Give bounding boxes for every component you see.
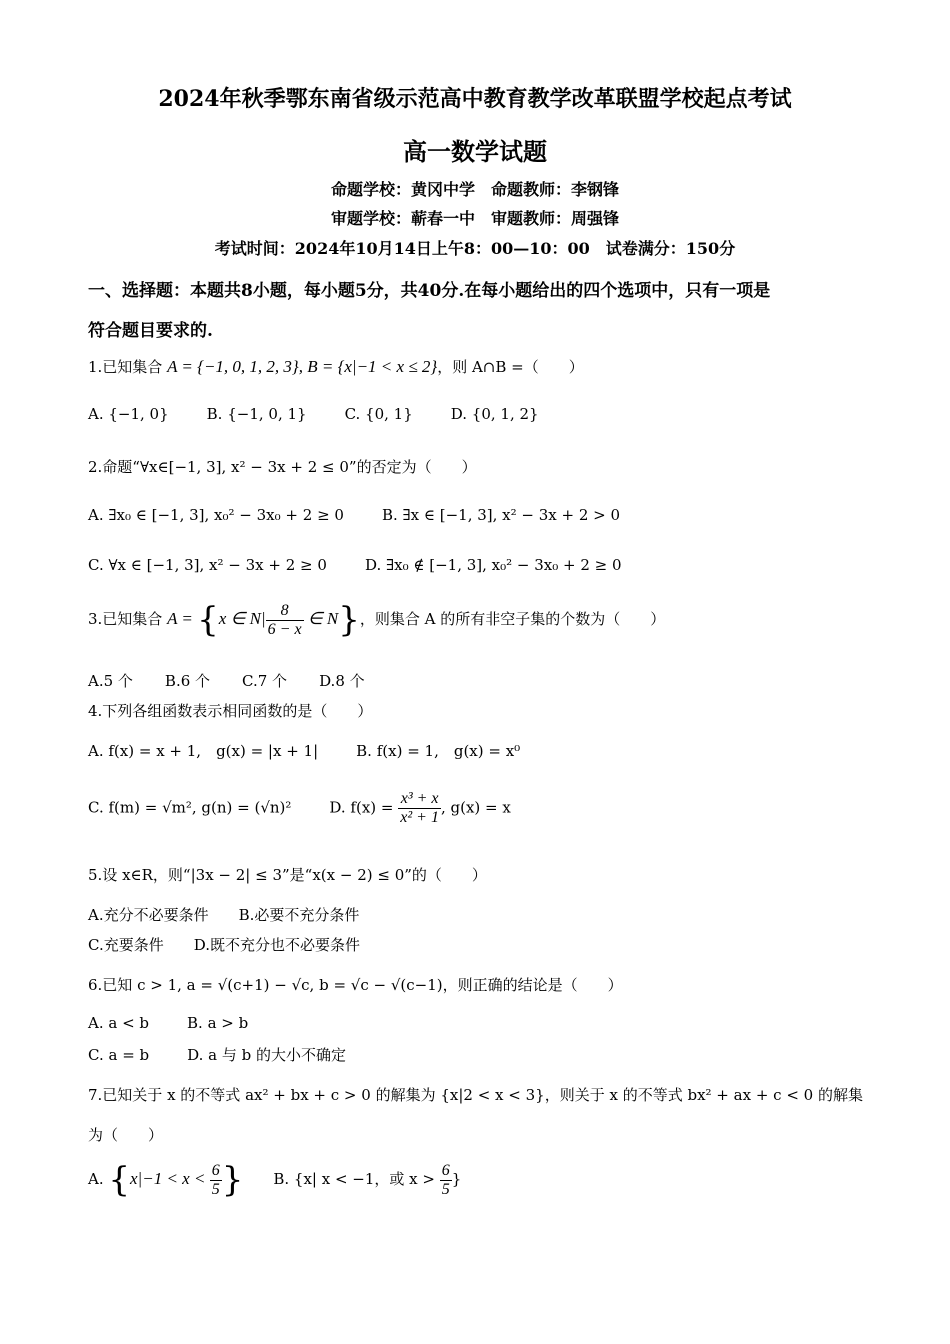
brace-open: {: [197, 600, 219, 640]
question-7-options: [88, 1160, 461, 1200]
author-line: 命题学校：黄冈中学 命题教师：李钢锋: [330, 180, 619, 199]
question-3-options: [88, 670, 365, 691]
question-5-stem: 5.设 x∈R，则“|3x − 2| ≤ 3”是“x(x − 2) ≤ 0”的（ ）: [88, 866, 487, 884]
section-heading: 一、选择题：本题共8小题，每小题5分，共40分.在每小题给出的四个选项中，只有一项是: [88, 281, 771, 301]
q7-option-a-fraction: [210, 1162, 222, 1199]
question-1-options: [88, 405, 539, 423]
q3-set-inner: x ∈ N|: [218, 609, 266, 628]
q7-option-b-post: }: [451, 1170, 462, 1188]
question-2-options-row2: [88, 556, 622, 574]
q1-math: A = {−1, 0, 1, 2, 3}, B = {x|−1 < x ≤ 2}: [167, 357, 438, 376]
question-4-stem: 4.下列各组函数表示相同函数的是（ ）: [88, 702, 373, 720]
q1-pre: 1.已知集合: [88, 358, 168, 376]
brace-close: }: [338, 600, 360, 640]
q4-option-d-num: x³ + x: [398, 790, 441, 809]
question-6-options-row1: [88, 1014, 248, 1032]
q6-option-d: D. a 与 b 的大小不确定: [187, 1046, 347, 1064]
question-5-options-row1: [88, 904, 359, 925]
question-5-options-row2: [88, 934, 360, 955]
q2-option-c: C. ∀x ∈ [−1, 3], x² − 3x + 2 ≥ 0: [88, 556, 327, 574]
q7-option-a-num: 6: [211, 1161, 220, 1179]
q3-fraction-num: 8: [266, 602, 304, 621]
q3-option-a: A.5 个: [88, 672, 133, 690]
q2-option-d: D. ∃x₀ ∉ [−1, 3], x₀² − 3x₀ + 2 ≥ 0: [364, 556, 622, 574]
question-3-stem: [88, 600, 665, 640]
q3-set-left: A =: [167, 609, 198, 628]
q6-option-c: C. a = b: [88, 1046, 150, 1064]
q7-brace-open: {: [108, 1160, 131, 1200]
q5-option-b: B.必要不充分条件: [238, 906, 360, 924]
question-7-stem-cont: 为（ ）: [88, 1126, 164, 1144]
q7-brace-close: }: [221, 1160, 244, 1200]
question-1-stem: [88, 356, 584, 377]
question-7-stem: 7.已知关于 x 的不等式 ax² + bx + c > 0 的解集为 {x|2 < x < 3}，则关于 x 的不等式 bx² + ax + c < 0 的解集: [88, 1086, 863, 1104]
q7-option-b-den: 5: [441, 1180, 450, 1198]
q4-option-d-post: , g(x) = x: [440, 798, 511, 817]
q4-option-d-den: x² + 1: [400, 809, 439, 826]
q4-option-a: A. f(x) = x + 1, g(x) = |x + 1|: [88, 742, 319, 760]
q3-option-d: D.8 个: [319, 672, 365, 690]
exam-title: 2024年秋季鄂东南省级示范高中教育教学改革联盟学校起点考试: [158, 86, 792, 112]
question-2-options-row1: [88, 506, 620, 524]
q1-option-d: D. {0, 1, 2}: [450, 405, 539, 423]
q1-option-b: B. {−1, 0, 1}: [206, 405, 307, 423]
exam-subtitle: 高一数学试题: [403, 137, 547, 166]
q6-option-a: A. a < b: [88, 1014, 150, 1032]
q1-post: ，则 A∩B =（ ）: [437, 358, 584, 376]
q3-post: ，则集合 A 的所有非空子集的个数为（ ）: [359, 610, 666, 628]
q5-option-d: D.既不充分也不必要条件: [193, 936, 360, 954]
q5-option-a: A.充分不必要条件: [88, 906, 209, 924]
q6-option-b: B. a > b: [187, 1014, 249, 1032]
q2-option-a: A. ∃x₀ ∈ [−1, 3], x₀² − 3x₀ + 2 ≥ 0: [88, 506, 344, 524]
exam-info: 考试时间：2024年10月14日上午8：00—10：00 试卷满分：150分: [214, 239, 736, 258]
q7-option-a-pre: A.: [88, 1170, 109, 1188]
q7-option-b-pre: B. {x| x < −1，或 x >: [273, 1170, 440, 1188]
q7-option-a-inner: x|−1 < x <: [130, 1169, 210, 1188]
question-2-stem: 2.命题“∀x∈[−1, 3], x² − 3x + 2 ≤ 0”的否定为（ ）: [88, 458, 477, 476]
q3-set-right: ∈ N: [303, 609, 339, 628]
question-4-options-row1: [88, 740, 520, 761]
q5-option-c: C.充要条件: [88, 936, 164, 954]
q1-option-c: C. {0, 1}: [344, 405, 413, 423]
q7-option-b-num: 6: [441, 1161, 450, 1179]
q3-fraction: [266, 602, 304, 639]
q4-option-c: C. f(m) = √m², g(n) = (√n)²: [88, 798, 292, 817]
q3-pre: 3.已知集合: [88, 610, 168, 628]
question-4-options-row2: [88, 790, 511, 827]
q4-option-d-pre: D. f(x) =: [329, 798, 399, 817]
question-6-options-row2: [88, 1044, 346, 1065]
q3-option-b: B.6 个: [164, 672, 211, 690]
question-6-stem: 6.已知 c > 1, a = √(c+1) − √c, b = √c − √(c−1)，则正确的结论是（ ）: [88, 976, 623, 994]
q1-option-a: A. {−1, 0}: [88, 405, 169, 423]
q7-option-b-fraction: [440, 1162, 452, 1199]
q3-fraction-den: 6 − x: [267, 620, 302, 638]
section-heading-cont: 符合题目要求的.: [88, 321, 213, 341]
q4-option-b: B. f(x) = 1, g(x) = x⁰: [356, 742, 521, 760]
q2-option-b: B. ∃x ∈ [−1, 3], x² − 3x + 2 > 0: [381, 506, 621, 524]
q7-option-a-den: 5: [211, 1180, 220, 1198]
review-line: 审题学校：蕲春一中 审题教师：周强锋: [330, 209, 619, 228]
q4-option-d-fraction: [398, 790, 441, 827]
q3-option-c: C.7 个: [242, 672, 288, 690]
